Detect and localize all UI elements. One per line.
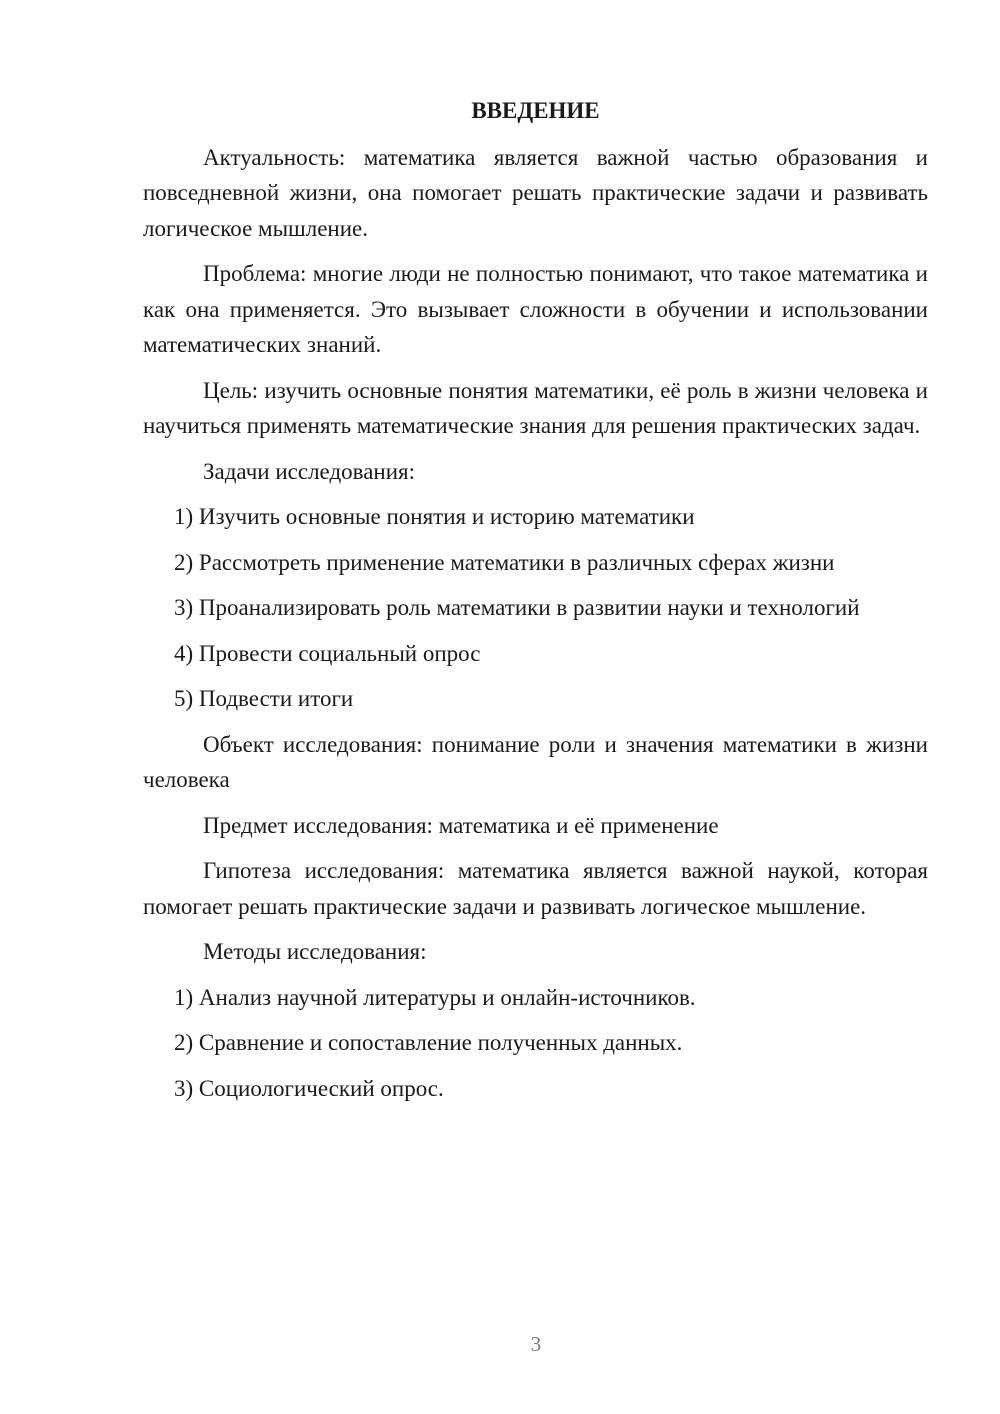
list-item: 1) Анализ научной литературы и онлайн-источников. [174, 984, 696, 1010]
list-item: 3) Проанализировать роль математики в развитии науки и технологий [174, 595, 860, 620]
paragraph-goal: Цель: изучить основные понятия математики, её роль в жизни человека и научиться применять математические знания для решения практических задач. [143, 377, 928, 438]
page-number: 3 [530, 1332, 542, 1356]
list-item: 1) Изучить основные понятия и историю математики [174, 504, 695, 529]
list-item: 4) Провести социальный опрос [174, 640, 481, 666]
paragraph-relevance: Актуальность: математика является важной частью образования и повседневной жизни, она помогает решать практические задачи и развивать логическое мышление. [143, 144, 928, 241]
methods-list [143, 980, 928, 1107]
tasks-heading: Задачи исследования: [203, 458, 416, 484]
section-title: ВВЕДЕНИЕ [471, 98, 600, 123]
tasks-list [143, 499, 928, 717]
list-item: 2) Рассмотреть применение математики в различных сферах жизни [174, 549, 835, 575]
paragraph-hypothesis: Гипотеза исследования: математика является важной наукой, которая помогает решать практические задачи и развивать логическое мышление. [143, 858, 928, 919]
list-item: 2) Сравнение и сопоставление полученных данных. [174, 1030, 683, 1055]
paragraph-problem: Проблема: многие люди не полностью понимают, что такое математика и как она применяется. Это вызывает сложности в обучении и использовании математических знаний. [143, 261, 928, 357]
paragraph-object: Объект исследования: понимание роли и значения математики в жизни человека [143, 731, 928, 792]
methods-heading: Методы исследования: [203, 939, 427, 964]
list-item: 3) Социологический опрос. [174, 1075, 444, 1101]
page-content [143, 93, 928, 1116]
paragraph-subject: Предмет исследования: математика и её применение [203, 812, 719, 838]
list-item: 5) Подвести итоги [174, 686, 354, 711]
